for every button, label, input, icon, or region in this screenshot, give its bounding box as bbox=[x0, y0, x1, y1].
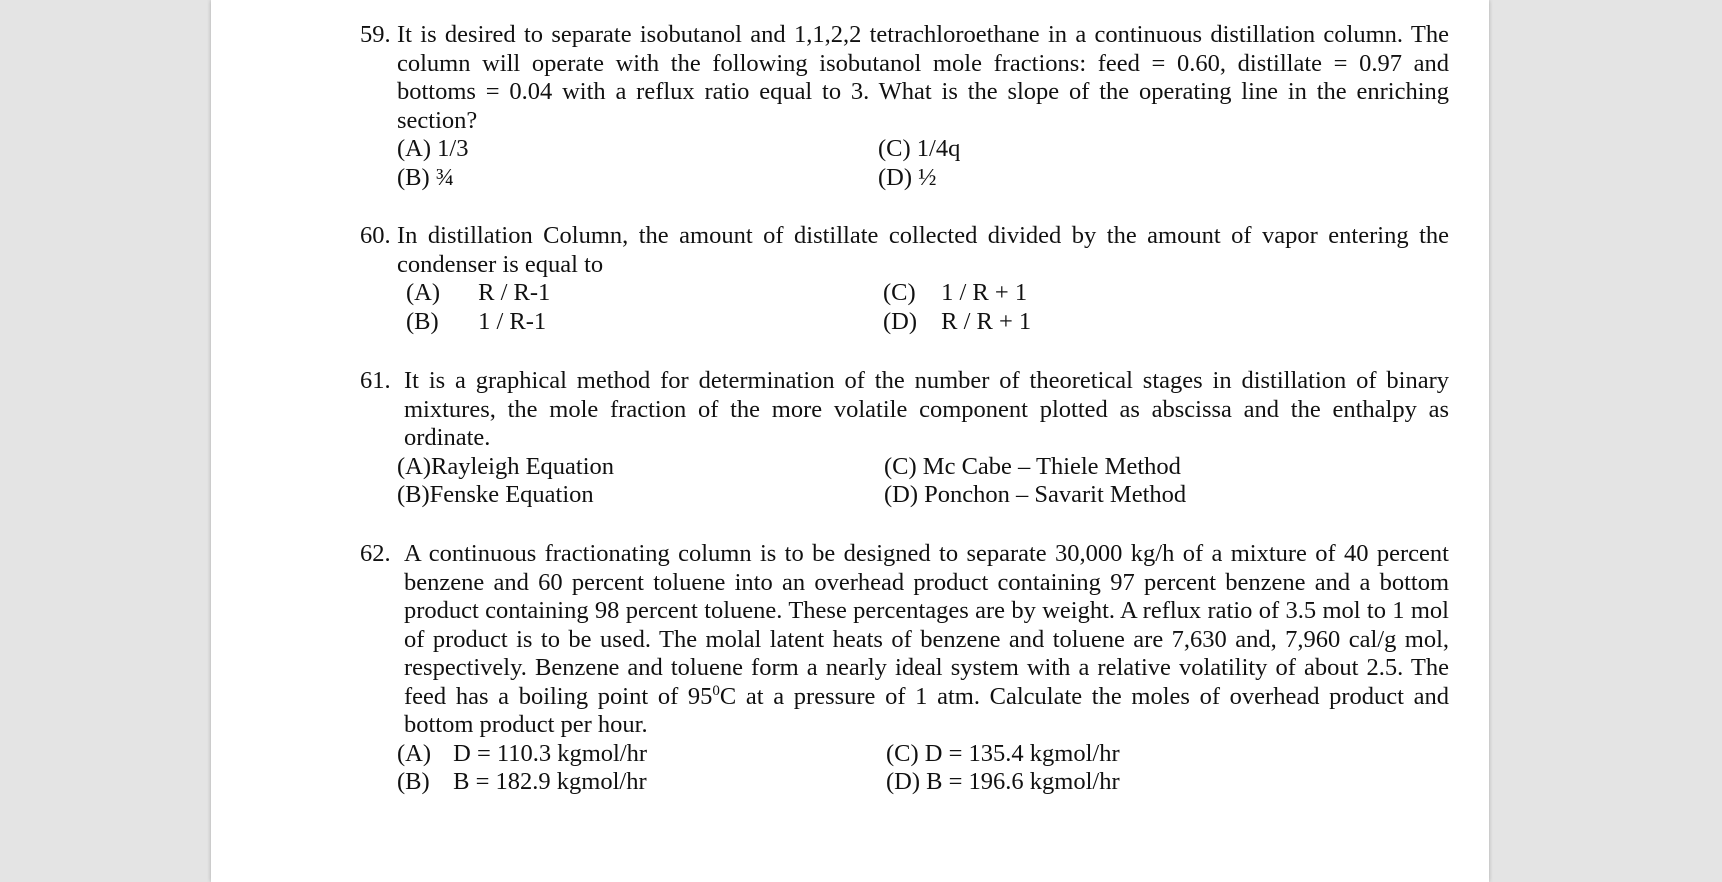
option-d bbox=[886, 768, 1120, 797]
option-label: (A) bbox=[397, 135, 432, 162]
option-b bbox=[397, 768, 647, 797]
option-label: (B) bbox=[397, 481, 430, 508]
option-c bbox=[878, 135, 960, 164]
option-text: D = 110.3 kgmol/hr bbox=[453, 739, 648, 767]
option-label: (C) bbox=[884, 452, 917, 480]
option-text: Rayleigh Equation bbox=[431, 452, 615, 480]
option-label: (A) bbox=[397, 739, 432, 767]
option-text: B = 196.6 kgmol/hr bbox=[926, 768, 1120, 795]
option-d bbox=[884, 481, 1186, 510]
option-label: (B) bbox=[397, 163, 430, 191]
superscript-degree: 0 bbox=[712, 682, 720, 699]
question-61 bbox=[360, 367, 1449, 510]
option-text: 1/3 bbox=[437, 135, 469, 162]
option-text: 1/4q bbox=[916, 135, 961, 162]
option-label: (D) bbox=[884, 481, 919, 508]
question-text-part: A continuous fractionating column is to be designed to separate 30,000 kg/h of a mixture of 40 percent benzene and 60 percent toluene into an overhead product containing 97 percent benzene and a bottom product containing 98 percent toluene. These percentages are by weight. A reflux ratio of 3.5 mol to 1 mol of product is to be used. The molal latent heats of benzene and toluene are 7,630 and, 7,960 cal/g mol, respectively. Benzene and toluene form a nearly ideal system with a relative volatility of about 2.5. The feed has a boiling point of 95 bbox=[404, 540, 1449, 710]
option-a bbox=[397, 453, 614, 482]
option-label: (B) bbox=[406, 307, 439, 335]
question-62 bbox=[360, 540, 1449, 797]
question-text: It is desired to separate isobutanol and 1,1,2,2 tetrachloroethane in a continuous distillation column. The column will operate with the following isobutanol mole fractions: feed = 0.60, distillate = 0.97 and bottoms = 0.04 with a reflux ratio equal to 3. What is the slope of the operating line in the enriching section? bbox=[397, 21, 1449, 134]
option-label: (C) bbox=[886, 739, 919, 767]
option-text: ½ bbox=[918, 163, 937, 191]
option-text: 1 / R + 1 bbox=[941, 279, 1028, 306]
option-list bbox=[360, 453, 1449, 510]
option-text: ¾ bbox=[435, 163, 455, 191]
option-list bbox=[360, 135, 1449, 192]
option-text: 1 / R-1 bbox=[478, 307, 547, 335]
option-text: Ponchon – Savarit Method bbox=[924, 481, 1187, 508]
option-b bbox=[397, 164, 454, 193]
question-number: 62. bbox=[360, 540, 391, 567]
option-text: Fenske Equation bbox=[429, 481, 594, 508]
option-a bbox=[406, 279, 550, 308]
option-label: (A) bbox=[397, 452, 432, 480]
option-text: Mc Cabe – Thiele Method bbox=[922, 452, 1181, 480]
option-d bbox=[878, 164, 937, 193]
question-text bbox=[404, 540, 1449, 740]
option-c bbox=[884, 453, 1181, 482]
question-60 bbox=[360, 222, 1449, 336]
option-list bbox=[360, 740, 1449, 797]
question-number: 61. bbox=[360, 367, 391, 394]
option-label: (A) bbox=[406, 279, 441, 306]
option-text: R / R + 1 bbox=[941, 307, 1032, 335]
option-a bbox=[397, 740, 647, 769]
option-label: (D) bbox=[886, 768, 921, 795]
option-label: (C) bbox=[878, 135, 911, 162]
option-text: R / R-1 bbox=[478, 279, 551, 306]
option-d bbox=[883, 308, 1031, 337]
option-label: (C) bbox=[883, 279, 916, 306]
option-b bbox=[406, 308, 546, 337]
option-a bbox=[397, 135, 468, 164]
option-c bbox=[883, 279, 1027, 308]
option-c bbox=[886, 740, 1120, 769]
question-text-part: C at a pressure of 1 atm. Calculate the moles of overhead product and bottom product per hour. bbox=[404, 682, 1449, 738]
option-text: B = 182.9 kgmol/hr bbox=[453, 768, 647, 795]
option-label: (D) bbox=[883, 307, 918, 335]
question-59 bbox=[360, 21, 1449, 192]
option-b bbox=[397, 481, 594, 510]
question-text: In distillation Column, the amount of distillate collected divided by the amount of vapor entering the condenser is equal to bbox=[397, 222, 1449, 278]
question-number: 59. bbox=[360, 21, 391, 48]
option-label: (B) bbox=[397, 768, 430, 795]
question-number: 60. bbox=[360, 222, 391, 249]
option-list bbox=[360, 279, 1449, 336]
question-text: It is a graphical method for determination of the number of theoretical stages in distillation of binary mixtures, the mole fraction of the more volatile component plotted as abscissa and the enthalpy as ordinate. bbox=[404, 367, 1449, 451]
document-page bbox=[211, 0, 1489, 882]
option-label: (D) bbox=[878, 163, 913, 191]
option-text: D = 135.4 kgmol/hr bbox=[924, 739, 1120, 767]
